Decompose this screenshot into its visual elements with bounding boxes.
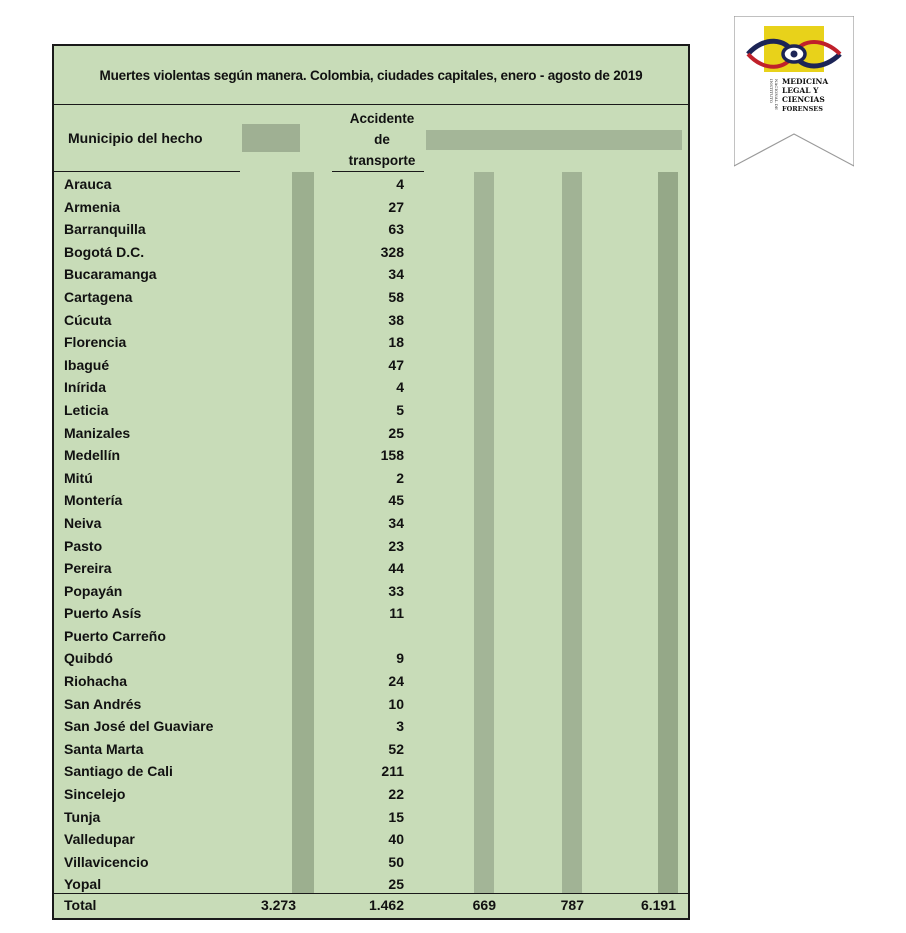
- municipio-name: Bogotá D.C.: [64, 243, 145, 260]
- accidente-value: 4: [396, 176, 404, 192]
- municipio-name: Santiago de Cali: [64, 763, 173, 780]
- municipio-name: Neiva: [64, 514, 102, 531]
- logo-line-1: MEDICINA: [782, 77, 829, 86]
- municipio-name: Riohacha: [64, 673, 128, 690]
- table-row: [54, 557, 688, 580]
- municipio-name: Valledupar: [64, 831, 135, 848]
- municipio-name: Armenia: [64, 198, 121, 215]
- table-row: [54, 580, 688, 603]
- accidente-value: 2: [396, 469, 404, 486]
- municipio-name: San José del Guaviare: [64, 718, 214, 735]
- table-row: [54, 399, 688, 422]
- header-divider-accidente: [332, 171, 424, 172]
- table-row: [54, 828, 688, 851]
- logo-line-3: CIENCIAS: [782, 95, 825, 104]
- table-row: [54, 241, 688, 264]
- municipio-name: Manizales: [64, 424, 131, 441]
- table-row: [54, 760, 688, 783]
- municipio-name: Villavicencio: [64, 853, 149, 870]
- accidente-value: 18: [388, 334, 404, 351]
- table-row: [54, 218, 688, 241]
- total-value-5: 6.191: [640, 897, 676, 913]
- table-row: [54, 715, 688, 738]
- accidente-value: 27: [388, 198, 404, 215]
- table-row: [54, 851, 688, 874]
- municipio-name: Mitú: [64, 469, 93, 486]
- accidente-value: 34: [388, 266, 404, 283]
- table-row: [54, 489, 688, 512]
- table-row: [54, 467, 688, 490]
- municipio-name: Quibdó: [64, 650, 113, 667]
- table-row: [54, 286, 688, 309]
- municipio-name: Sincelejo: [64, 786, 126, 803]
- municipio-name: Popayán: [64, 582, 123, 599]
- table-row: [54, 309, 688, 332]
- logo-side-text-1: INSTITUTO: [769, 79, 774, 104]
- municipio-name: Puerto Carreño: [64, 627, 166, 644]
- table-row: [54, 738, 688, 761]
- header-accidente: [334, 108, 430, 171]
- municipio-name: Cartagena: [64, 288, 133, 305]
- table-title: Muertes violentas según manera. Colombia, ciudades capitales, enero - agosto de 2019: [54, 46, 688, 105]
- accidente-value: 25: [388, 876, 404, 893]
- accidente-value: 15: [388, 808, 404, 825]
- accidente-value: 158: [380, 447, 404, 464]
- accidente-value: 33: [388, 582, 404, 599]
- municipio-name: Ibagué: [64, 356, 110, 373]
- municipio-name: Leticia: [64, 401, 109, 418]
- accidente-value: 22: [388, 786, 404, 803]
- accidente-value: 211: [381, 763, 404, 780]
- accidente-value: 4: [396, 379, 404, 396]
- accidente-value: 11: [389, 605, 404, 622]
- total-value-3: 669: [472, 897, 496, 913]
- header-municipio: Municipio del hecho: [68, 130, 203, 146]
- table-row: [54, 376, 688, 399]
- header-accidente-line2: de: [374, 132, 390, 147]
- municipio-name: Pereira: [64, 560, 112, 577]
- accidente-value: 47: [388, 356, 404, 373]
- table-row: [54, 422, 688, 445]
- total-value-1: 3.273: [260, 897, 296, 913]
- total-row: [54, 893, 688, 918]
- logo-line-2: LEGAL Y: [782, 86, 819, 95]
- municipio-name: Arauca: [64, 176, 112, 192]
- accidente-value: 45: [388, 492, 404, 509]
- table-row: [54, 263, 688, 286]
- accidente-value: 3: [396, 718, 404, 735]
- accidente-value: 40: [388, 831, 404, 848]
- table-row: [54, 647, 688, 670]
- table-row: [54, 670, 688, 693]
- header-accidente-line1: Accidente: [349, 111, 415, 126]
- municipio-name: Inírida: [64, 379, 107, 396]
- table-row: [54, 693, 688, 716]
- accidente-value: 34: [388, 514, 404, 531]
- municipio-name: Pasto: [64, 537, 103, 554]
- accidente-value: 52: [388, 740, 404, 757]
- logo-line-4: FORENSES: [782, 105, 823, 113]
- table-row: [54, 196, 688, 219]
- statistics-table: [52, 44, 690, 920]
- table-row: [54, 512, 688, 535]
- table-body: [54, 173, 688, 896]
- table-row: [54, 783, 688, 806]
- medicina-legal-logo: [734, 16, 854, 168]
- municipio-name: Florencia: [64, 334, 127, 351]
- accidente-value: 328: [380, 243, 404, 260]
- accidente-value: 50: [388, 853, 404, 870]
- accidente-value: 38: [388, 311, 404, 328]
- municipio-name: Bucaramanga: [64, 266, 157, 283]
- accidente-value: 25: [388, 424, 404, 441]
- municipio-name: Santa Marta: [64, 740, 144, 757]
- accidente-value: 44: [388, 560, 404, 577]
- total-label: Total: [64, 897, 97, 913]
- municipio-name: Puerto Asís: [64, 605, 142, 622]
- table-row: [54, 602, 688, 625]
- municipio-name: Cúcuta: [64, 311, 112, 328]
- table-row: [54, 625, 688, 648]
- accidente-value: 5: [396, 401, 404, 418]
- header-divider: [54, 171, 240, 172]
- municipio-name: San Andrés: [64, 695, 142, 712]
- municipio-name: Yopal: [64, 876, 102, 893]
- municipio-name: Barranquilla: [64, 221, 146, 238]
- accidente-value: 10: [388, 695, 404, 712]
- accidente-value: 9: [396, 650, 404, 667]
- table-row: [54, 354, 688, 377]
- total-value-accidente: 1.462: [368, 897, 404, 913]
- table-row: [54, 806, 688, 829]
- municipio-name: Medellín: [64, 447, 121, 464]
- obscured-header-col3: [426, 130, 682, 150]
- municipio-name: Tunja: [64, 808, 101, 825]
- table-row: [54, 535, 688, 558]
- municipio-name: Montería: [64, 492, 123, 509]
- accidente-value: 24: [388, 673, 404, 690]
- table-row: [54, 444, 688, 467]
- table-row: [54, 173, 688, 196]
- logo-side-text-2: NACIONAL DE: [774, 79, 779, 110]
- table-row: [54, 331, 688, 354]
- header-accidente-line3: transporte: [348, 153, 416, 168]
- accidente-value: 23: [388, 537, 404, 554]
- total-value-4: 787: [560, 897, 584, 913]
- obscured-header-col1: [242, 124, 300, 152]
- accidente-value: 63: [388, 221, 404, 238]
- accidente-value: 58: [388, 288, 404, 305]
